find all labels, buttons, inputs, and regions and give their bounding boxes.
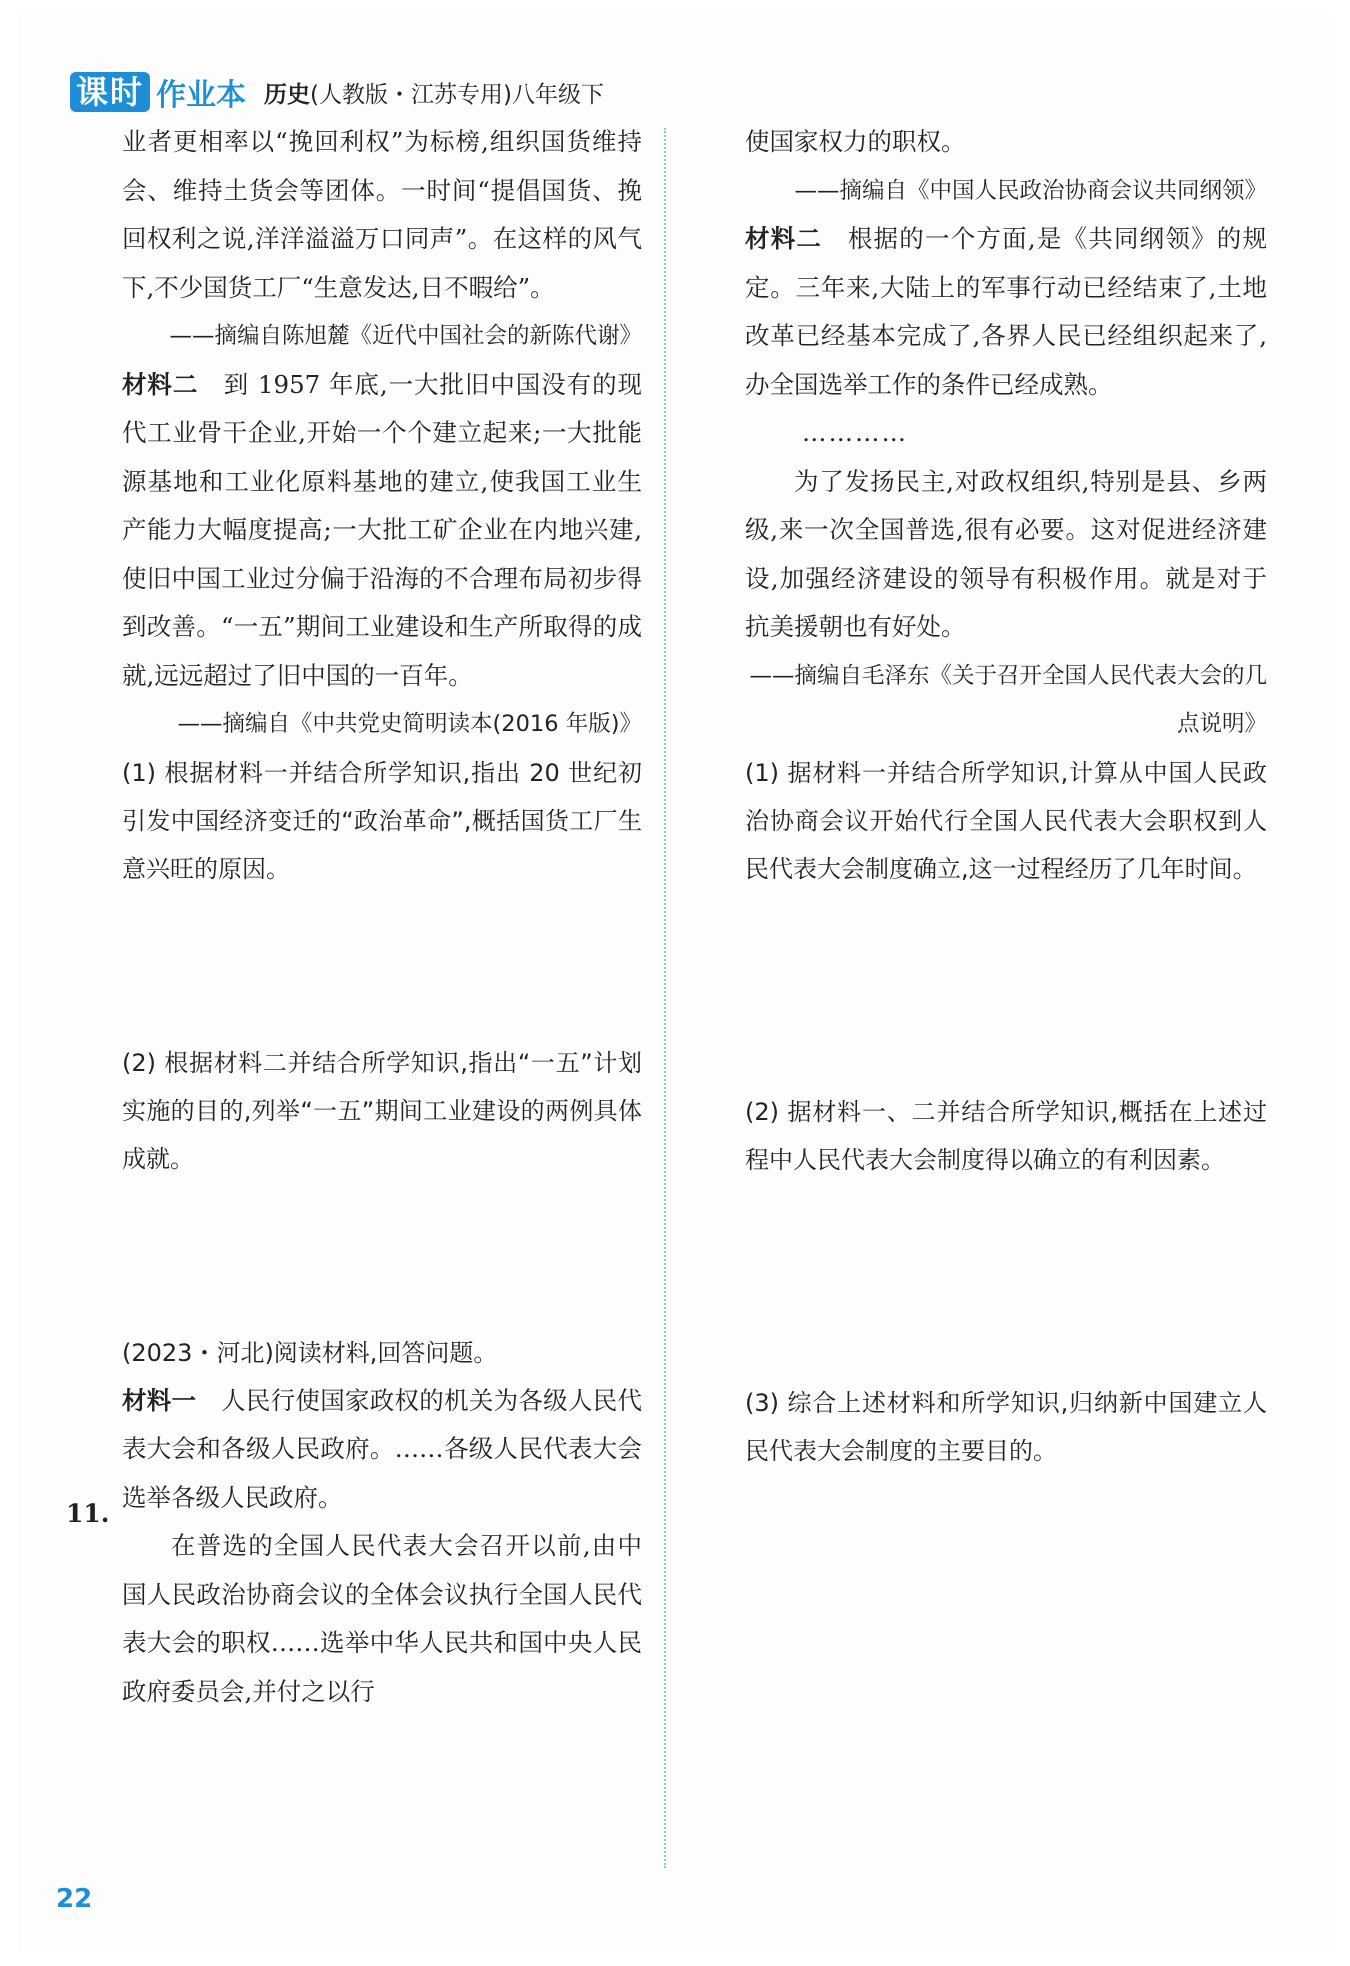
left-material-2 (122, 361, 642, 701)
question-number-11 (66, 1490, 110, 1539)
right-source-1: ——摘编自《中国人民政治协商会议共同纲领》 (794, 177, 1267, 204)
subject-edition: (人教版・江苏专用)八年级下 (310, 81, 604, 108)
left-source-2: ——摘编自《中共党史简明读本(2016 年版)》 (177, 711, 642, 737)
answer-space-3[interactable] (745, 893, 1267, 1088)
material-1-label: 材料一 (122, 1385, 197, 1415)
left-source-1: ——摘编自陈旭麓《近代中国社会的新陈代谢》 (169, 323, 642, 349)
question-11-1: (1) 据材料一并结合所学知识,计算从中国人民政治协商会议开始代行全国人民代表大会职权到人民代表大会制度确立,这一过程经历了几年时间。 (745, 758, 1267, 883)
question-10-1: (1) 根据材料一并结合所学知识,指出 20 世纪初引发中国经济变迁的“政治革命”,概括国货工厂生意兴旺的原因。 (122, 758, 642, 883)
answer-space-1[interactable] (122, 893, 642, 1039)
ellipsis-dots: ………… (802, 418, 908, 447)
question-10-2: (2) 根据材料二并结合所学知识,指出“一五”计划实施的目的,列举“一五”期间工业建设的两例具体成就。 (122, 1048, 642, 1173)
question-11-3: (3) 综合上述材料和所学知识,归纳新中国建立人民代表大会制度的主要目的。 (745, 1388, 1267, 1465)
right-paragraph-1: 使国家权力的职权。 (745, 127, 966, 156)
answer-space-2[interactable] (122, 1183, 642, 1329)
brand-logo (70, 70, 246, 114)
material-1-text: 人民行使国家政权的机关为各级人民代表大会和各级人民政府。……各级人民代表大会选举各级人民政府。 (122, 1385, 643, 1512)
left-column (122, 118, 642, 1716)
answer-space-4[interactable] (745, 1184, 1267, 1379)
material-2-label: 材料二 (122, 369, 199, 399)
left-material-1 (122, 1377, 642, 1523)
page-header (70, 68, 604, 116)
subject-title (264, 76, 604, 109)
logo-text: 作业本 (156, 78, 247, 113)
right-material-2 (745, 215, 1267, 409)
material-2-text: 到 1957 年底,一大批旧中国没有的现代工业骨干企业,开始一个个建立起来;一大批能源基地和工业化原料基地的建立,使我国工业生产能力大幅度提高;一大批工矿企业在内地兴建,使旧中国工业过分偏于沿海的不合理布局初步得到改善。“一五”期间工业建设和生产所取得的成就,远远超过了旧中国的一百年。 (122, 369, 642, 690)
question-11-number: 11. (66, 1499, 110, 1528)
page-number: 22 (56, 1884, 93, 1914)
subject-name: 历史 (264, 81, 311, 108)
material-1-paragraph-2: 在普选的全国人民代表大会召开以前,由中国人民政治协商会议的全体会议执行全国人民代表大会的职权……选举中华人民共和国中央人民政府委员会,并付之以行 (122, 1531, 642, 1706)
right-column (745, 118, 1267, 1475)
logo-badge: 课时 (70, 72, 150, 112)
right-material-2-text: 根据的一个方面,是《共同纲领》的规定。三年来,大陆上的军事行动已经结束了,土地改革已经基本完成了,各界人民已经组织起来了,办全国选举工作的条件已经成熟。 (745, 224, 1267, 399)
left-paragraph-1: 业者更相率以“挽回利权”为标榜,组织国货维持会、维持土货会等团体。一时间“提倡国货、挽回权利之说,洋洋溢溢万口同声”。在这样的风气下,不少国货工厂“生意发达,日不暇给”。 (122, 127, 642, 302)
question-11-2: (2) 据材料一、二并结合所学知识,概括在上述过程中人民代表大会制度得以确立的有利因素。 (745, 1097, 1267, 1174)
right-material-2-label: 材料二 (745, 224, 823, 253)
column-divider (664, 128, 666, 1868)
right-source-2: ——摘编自毛泽东《关于召开全国人民代表大会的几点说明》 (749, 662, 1267, 737)
right-paragraph-2: 为了发扬民主,对政权组织,特别是县、乡两级,来一次全国普选,很有必要。这对促进经济建设,加强经济建设的领导有积极作用。就是对于抗美援朝也有好处。 (745, 466, 1267, 641)
question-11-intro: (2023・河北)阅读材料,回答问题。 (122, 1338, 498, 1367)
